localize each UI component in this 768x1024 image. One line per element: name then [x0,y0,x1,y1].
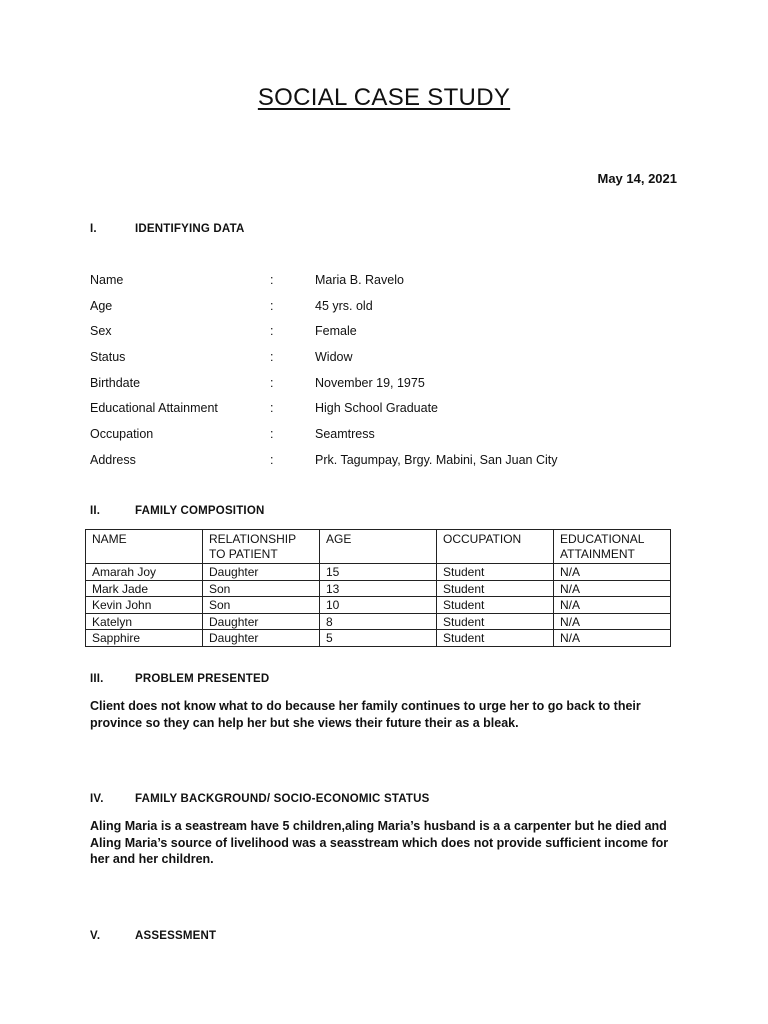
section-number: V. [90,930,101,942]
id-row-age [90,299,557,325]
id-colon: : [270,298,274,313]
table-cell: N/A [554,580,671,597]
id-colon: : [270,324,274,339]
document-date: May 14, 2021 [597,171,677,186]
identifying-data-list [90,273,557,479]
section-number: I. [90,223,97,235]
id-colon: : [270,375,274,390]
id-label: Educational Attainment [90,401,218,416]
table-cell: N/A [554,597,671,614]
table-row [86,613,671,630]
table-cell: Katelyn [86,613,203,630]
table-cell: 13 [320,580,437,597]
id-label: Birthdate [90,375,141,390]
id-colon: : [270,273,274,287]
table-row [86,564,671,581]
id-row-status [90,350,557,376]
section-problem-presented [90,673,269,685]
id-row-birthdate [90,376,557,402]
section-family-composition [90,505,264,517]
id-label: Name [90,273,124,287]
id-label: Address [90,452,136,467]
column-header-name: NAME [86,530,203,564]
column-header-age: AGE [320,530,437,564]
id-row-occupation [90,427,557,453]
table-cell: Son [203,580,320,597]
id-row-name [90,273,557,299]
table-cell: Student [437,597,554,614]
section-title: IDENTIFYING DATA [135,223,245,235]
section-title: PROBLEM PRESENTED [135,673,270,685]
id-value: Widow [315,350,353,365]
table-cell: 15 [320,564,437,581]
table-header-row [86,530,671,564]
table-cell: Mark Jade [86,580,203,597]
id-label: Age [90,298,113,313]
table-row [86,597,671,614]
table-cell: 5 [320,630,437,647]
id-value: Seamtress [315,427,375,442]
table-cell: Student [437,630,554,647]
column-header-educational-attainment: EDUCATIONAL ATTAINMENT [554,530,671,564]
section-number: III. [90,673,104,685]
id-label: Status [90,350,126,365]
id-row-sex [90,324,557,350]
table-cell: Kevin John [86,597,203,614]
section-title: FAMILY COMPOSITION [135,505,265,517]
table-cell: Student [437,613,554,630]
id-value: November 19, 1975 [315,375,425,390]
id-value: Maria B. Ravelo [315,273,404,287]
id-value: 45 yrs. old [315,298,373,313]
section-number: IV. [90,793,104,805]
id-row-educational-attainment [90,401,557,427]
id-row-address [90,453,557,479]
document-title: SOCIAL CASE STUDY [257,84,511,111]
table-cell: Daughter [203,630,320,647]
section-number: II. [90,505,101,517]
id-colon: : [270,401,274,416]
id-value: High School Graduate [315,401,438,416]
table-cell: Sapphire [86,630,203,647]
column-header-relationship: RELATIONSHIP TO PATIENT [203,530,320,564]
id-colon: : [270,427,274,442]
table-cell: 8 [320,613,437,630]
id-value: Female [315,324,357,339]
table-cell: Amarah Joy [86,564,203,581]
table-cell: N/A [554,630,671,647]
problem-paragraph: Client does not know what to do because her family continues to urge her to go back to their province so they can help her but she views their future their as a bleak. [90,699,641,730]
section-assessment [90,930,216,942]
table-cell: Daughter [203,613,320,630]
table-cell: N/A [554,564,671,581]
id-label: Sex [90,324,112,339]
id-label: Occupation [90,427,154,442]
id-value: Prk. Tagumpay, Brgy. Mabini, San Juan City [315,452,558,467]
table-cell: Student [437,564,554,581]
table-row [86,580,671,597]
id-colon: : [270,452,274,467]
family-composition-table [85,529,671,647]
table-cell: Daughter [203,564,320,581]
id-colon: : [270,350,274,365]
section-family-background [90,793,429,805]
column-header-occupation: OCCUPATION [437,530,554,564]
table-cell: Student [437,580,554,597]
table-cell: 10 [320,597,437,614]
table-row [86,630,671,647]
section-identifying-data [90,223,244,235]
section-title: ASSESSMENT [135,930,217,942]
section-title: FAMILY BACKGROUND/ SOCIO-ECONOMIC STATUS [135,793,430,805]
table-cell: N/A [554,613,671,630]
table-cell: Son [203,597,320,614]
background-paragraph: Aling Maria is a seastream have 5 children,aling Maria’s husband is a a carpenter but he died and Aling Maria’s source of livelihood was a seasstream which does not provide sufficient income for her and her children. [90,819,669,866]
